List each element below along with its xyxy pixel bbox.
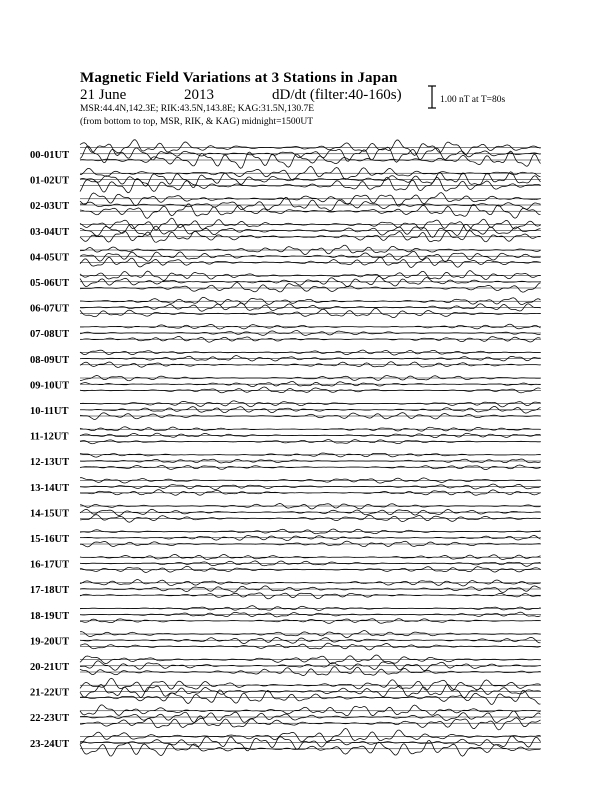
station-trace-kag (80, 606, 541, 611)
hour-label: 09-10UT (30, 380, 70, 392)
station-trace-kag (80, 401, 541, 407)
chart-title: Magnetic Field Variations at 3 Stations in Japan (80, 70, 398, 86)
station-trace-kag (80, 529, 541, 534)
station-trace-rik (80, 224, 541, 237)
station-trace-kag (80, 554, 541, 559)
hour-label: 16-17UT (30, 559, 70, 571)
scale-label: 1.00 nT at T=80s (440, 95, 506, 105)
hour-label: 11-12UT (30, 431, 69, 443)
station-trace-rik (80, 197, 541, 210)
station-trace-msr (80, 283, 541, 293)
hour-label: 15-16UT (30, 534, 70, 545)
station-trace-msr (80, 690, 541, 704)
station-trace-msr (80, 593, 541, 599)
station-trace-rik (80, 356, 541, 361)
hour-label: 12-13UT (30, 457, 70, 469)
hour-label: 08-09UT (30, 354, 70, 366)
hour-label: 03-04UT (30, 226, 70, 238)
station-trace-rik (80, 251, 541, 261)
hour-label: 14-15UT (30, 508, 70, 520)
station-trace-kag (80, 728, 541, 743)
station-trace-rik (80, 637, 541, 643)
hour-label: 17-18UT (30, 585, 70, 597)
station-coordinates: MSR:44.4N,142.3E; RIK:43.5N,143.8E; KAG:31.5N,130.7E (80, 104, 315, 114)
hour-label: 21-22UT (30, 687, 70, 699)
station-trace-rik (80, 711, 541, 723)
station-trace-kag (80, 193, 541, 206)
station-trace-msr (80, 387, 541, 393)
hour-label: 06-07UT (30, 303, 70, 315)
date-day: 21 June (80, 87, 127, 103)
hour-label: 18-19UT (30, 610, 70, 622)
station-trace-msr (80, 490, 541, 496)
date-year: 2013 (184, 87, 214, 103)
station-trace-msr (80, 231, 541, 243)
station-trace-msr (80, 308, 541, 317)
station-trace-rik (80, 303, 541, 311)
station-order-note: (from bottom to top, MSR, RIK, & KAG) midnight=1500UT (80, 117, 314, 127)
hour-label: 07-08UT (30, 329, 70, 341)
hour-label: 05-06UT (30, 278, 70, 289)
hour-label: 23-24UT (30, 738, 70, 750)
hour-label: 10-11UT (30, 406, 69, 417)
station-trace-kag (80, 705, 541, 716)
station-trace-msr (80, 619, 541, 624)
hour-label: 00-01UT (30, 150, 70, 161)
component-filter: dD/dt (filter:40-160s) (272, 87, 402, 103)
hour-label: 02-03UT (30, 201, 70, 213)
station-trace-msr (80, 667, 541, 676)
hour-label: 20-21UT (30, 662, 70, 673)
station-trace-msr (80, 362, 541, 368)
hour-label: 04-05UT (30, 252, 70, 264)
hour-label: 13-14UT (30, 482, 70, 494)
hour-label: 19-20UT (30, 636, 70, 648)
station-trace-rik (80, 536, 541, 541)
scale-bar (428, 86, 436, 108)
hour-label: 01-02UT (30, 175, 70, 187)
hour-label: 22-23UT (30, 713, 70, 725)
station-trace-kag (80, 427, 541, 431)
